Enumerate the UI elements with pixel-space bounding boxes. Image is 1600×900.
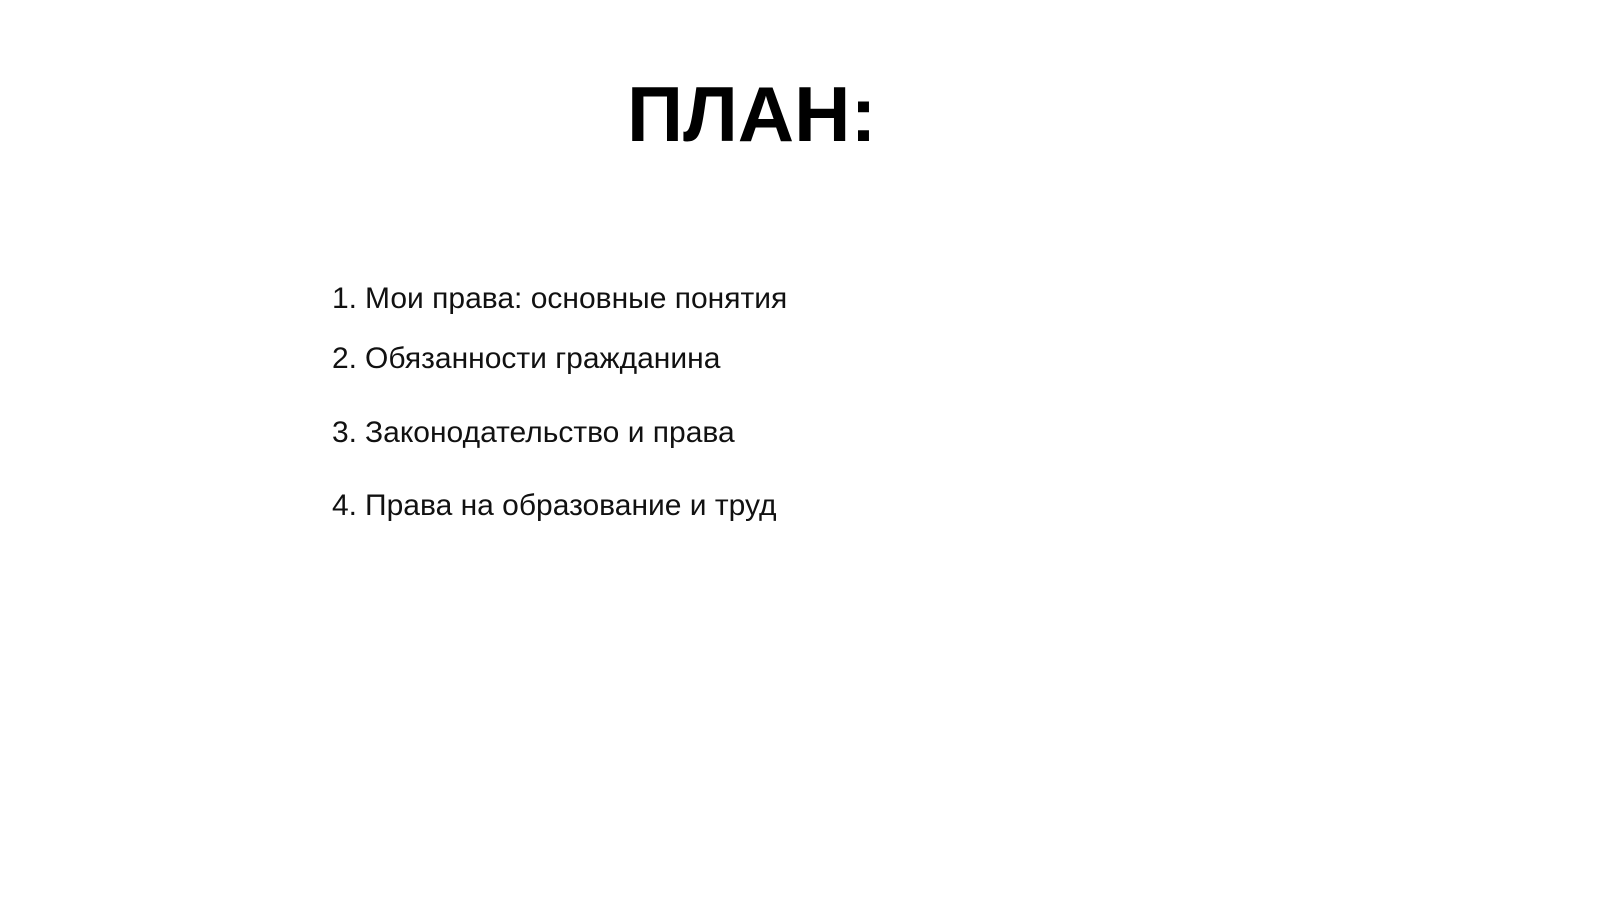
list-item	[332, 488, 777, 524]
list-item-number: 3.	[332, 416, 358, 449]
list-item	[332, 415, 735, 451]
list-item-number: 2.	[332, 342, 358, 375]
list-item-label: Права на образование и труд	[365, 489, 777, 522]
list-item	[332, 281, 787, 317]
list-item-number: 4.	[332, 489, 358, 522]
list-item-number: 1.	[332, 282, 358, 315]
list-item-label: Обязанности гражданина	[365, 342, 721, 375]
slide-title: ПЛАН:	[627, 70, 877, 158]
list-item-label: Мои права: основные понятия	[365, 282, 788, 315]
list-item-label: Законодательство и права	[365, 416, 735, 449]
list-item	[332, 341, 720, 377]
